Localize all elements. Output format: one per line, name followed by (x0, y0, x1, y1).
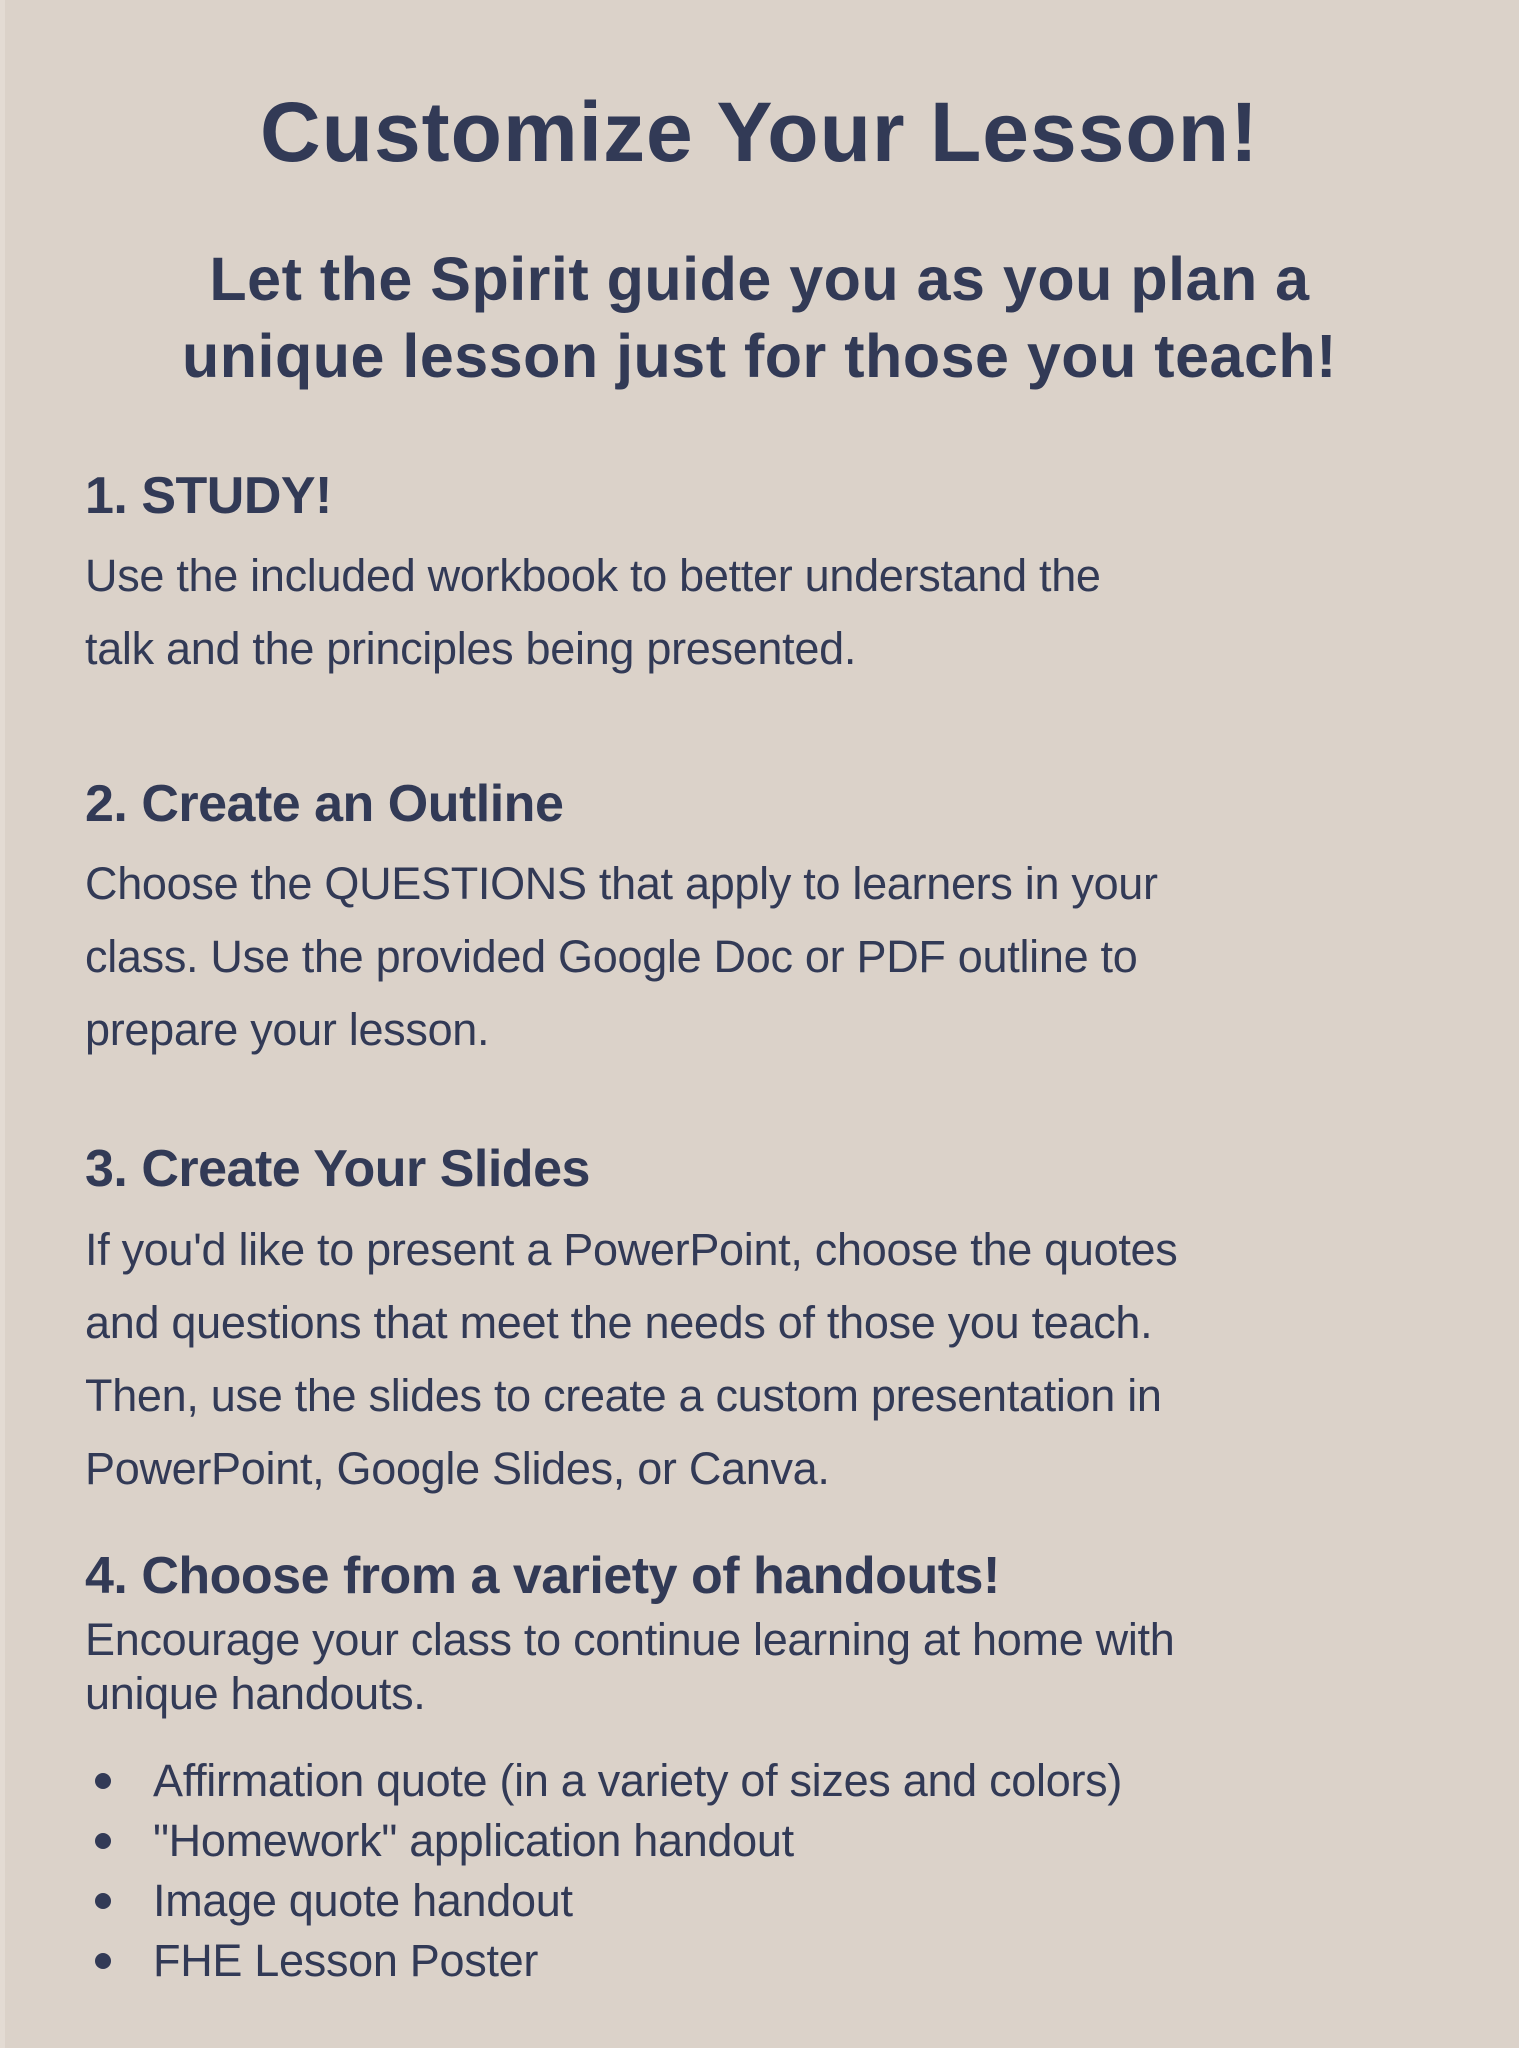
bullet-icon (95, 1833, 111, 1849)
bullet-icon (95, 1893, 111, 1909)
handout-list (85, 1751, 1469, 1991)
poster-subtitle (0, 241, 1519, 395)
section-heading: 2. Create an Outline (85, 774, 564, 833)
page-edge-strip (0, 0, 5, 2048)
section-heading: 1. STUDY! (85, 466, 332, 525)
body-line: talk and the principles being presented. (85, 622, 857, 674)
body-line: prepare your lesson. (85, 1004, 490, 1056)
section-body (85, 1213, 1469, 1505)
body-line: PowerPoint, Google Slides, or Canva. (85, 1442, 830, 1494)
subtitle-line: unique lesson just for those you teach! (182, 321, 1337, 390)
body-line: unique handouts. (85, 1668, 426, 1720)
list-item-label: Affirmation quote (in a variety of sizes and colors) (153, 1755, 1123, 1807)
section-create-outline (85, 773, 1469, 1066)
subtitle-line: Let the Spirit guide you as you plan a (209, 244, 1310, 313)
instructions-content (0, 465, 1519, 1992)
section-create-slides (85, 1138, 1469, 1504)
list-item-label: Image quote handout (153, 1875, 573, 1927)
bullet-icon (95, 1773, 111, 1789)
list-item (95, 1811, 1469, 1871)
section-body (85, 1613, 1469, 1721)
body-line: If you'd like to present a PowerPoint, choose the quotes (85, 1223, 1178, 1275)
section-choose-handouts (85, 1545, 1469, 1721)
list-item-label: FHE Lesson Poster (153, 1935, 539, 1987)
poster-title: Customize Your Lesson! (259, 85, 1260, 179)
bullet-icon (95, 1953, 111, 1969)
body-line: Then, use the slides to create a custom presentation in (85, 1369, 1162, 1421)
body-line: class. Use the provided Google Doc or PDF outline to (85, 931, 1138, 983)
section-heading: 3. Create Your Slides (85, 1140, 590, 1199)
section-heading: 4. Choose from a variety of handouts! (85, 1546, 1000, 1605)
list-item-label: "Homework" application handout (153, 1815, 794, 1867)
body-line: Encourage your class to continue learning at home with (85, 1614, 1175, 1666)
body-line: Choose the QUESTIONS that apply to learners in your (85, 858, 1158, 910)
list-item (95, 1931, 1469, 1991)
body-line: Use the included workbook to better understand the (85, 549, 1101, 601)
section-body (85, 847, 1469, 1066)
list-item (95, 1751, 1469, 1811)
section-body (85, 539, 1469, 685)
body-line: and questions that meet the needs of those you teach. (85, 1296, 1153, 1348)
list-item (95, 1871, 1469, 1931)
section-study (85, 465, 1469, 685)
